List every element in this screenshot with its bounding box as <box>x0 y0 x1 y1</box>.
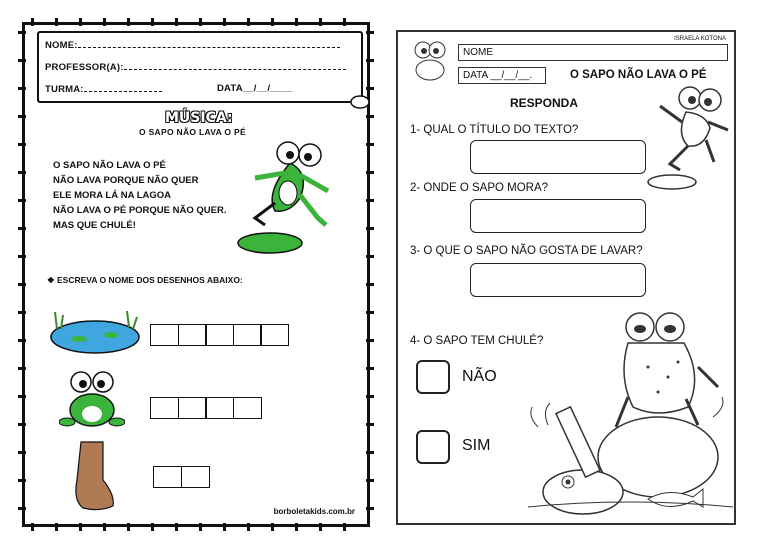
question-3: 3- O QUE O SAPO NÃO GOSTA DE LAVAR? <box>410 245 643 257</box>
question-1: 1- QUAL O TÍTULO DO TEXTO? <box>410 124 579 136</box>
lyric-line: O SAPO NÃO LAVA O PÉ <box>53 160 166 171</box>
hopping-frog-icon <box>640 84 732 194</box>
jumping-frog-icon <box>230 133 340 258</box>
checkbox-sim[interactable] <box>416 430 450 464</box>
left-worksheet <box>22 22 370 527</box>
option-sim-label: SIM <box>462 437 491 454</box>
border-decoration <box>31 523 361 531</box>
answer-boxes[interactable] <box>150 324 288 346</box>
lyric-line: NÃO LAVA PORQUE NÃO QUER <box>53 175 199 186</box>
bullet-icon: ❖ <box>47 275 55 285</box>
lyric-line: MAS QUE CHULÉ! <box>53 220 136 231</box>
class-line[interactable]: TURMA: <box>45 83 162 95</box>
date-line[interactable]: DATA__/__/____ <box>217 83 293 94</box>
name-line[interactable]: NOME: <box>45 39 340 51</box>
lyric-line: NÃO LAVA O PÉ PORQUE NÃO QUER. <box>53 205 227 216</box>
instruction-heading: RESPONDA <box>510 96 579 110</box>
checkbox-nao[interactable] <box>416 360 450 394</box>
answer-boxes[interactable] <box>153 466 208 488</box>
answer-boxes[interactable] <box>150 397 260 419</box>
song-subtitle: O SAPO NÃO LAVA O PÉ <box>139 127 246 137</box>
name-field[interactable]: NOME <box>458 44 728 61</box>
frog-icon <box>59 370 125 430</box>
option-nao-label: NÃO <box>462 368 497 385</box>
pencil-icon <box>349 93 371 109</box>
website-credit: borboletakids.com.br <box>273 507 355 516</box>
teacher-line[interactable]: PROFESSOR(A): <box>45 61 346 73</box>
header-box <box>37 31 363 103</box>
small-frog-icon <box>408 38 452 84</box>
frog-chule-scene-icon <box>528 307 733 517</box>
border-decoration <box>18 31 26 518</box>
instruction: ❖ ESCREVA O NOME DOS DESENHOS ABAIXO: <box>47 275 243 285</box>
pond-icon <box>49 307 141 357</box>
answer-box-1[interactable] <box>470 140 646 174</box>
author-credit: ISRAELA KOTONA <box>674 36 726 42</box>
question-4: 4- O SAPO TEM CHULÉ? <box>410 335 544 347</box>
worksheet-title: O SAPO NÃO LAVA O PÉ <box>570 69 707 81</box>
question-2: 2- ONDE O SAPO MORA? <box>410 182 549 194</box>
answer-box-2[interactable] <box>470 199 646 233</box>
border-decoration <box>31 18 361 26</box>
lyric-line: ELE MORA LÁ NA LAGOA <box>53 190 172 201</box>
answer-box-3[interactable] <box>470 263 646 297</box>
date-field[interactable]: DATA __/__/__. <box>458 67 546 84</box>
lyrics <box>53 158 226 233</box>
foot-icon <box>69 440 119 512</box>
right-worksheet <box>396 30 736 525</box>
song-title: MÚSICA: <box>165 110 233 126</box>
